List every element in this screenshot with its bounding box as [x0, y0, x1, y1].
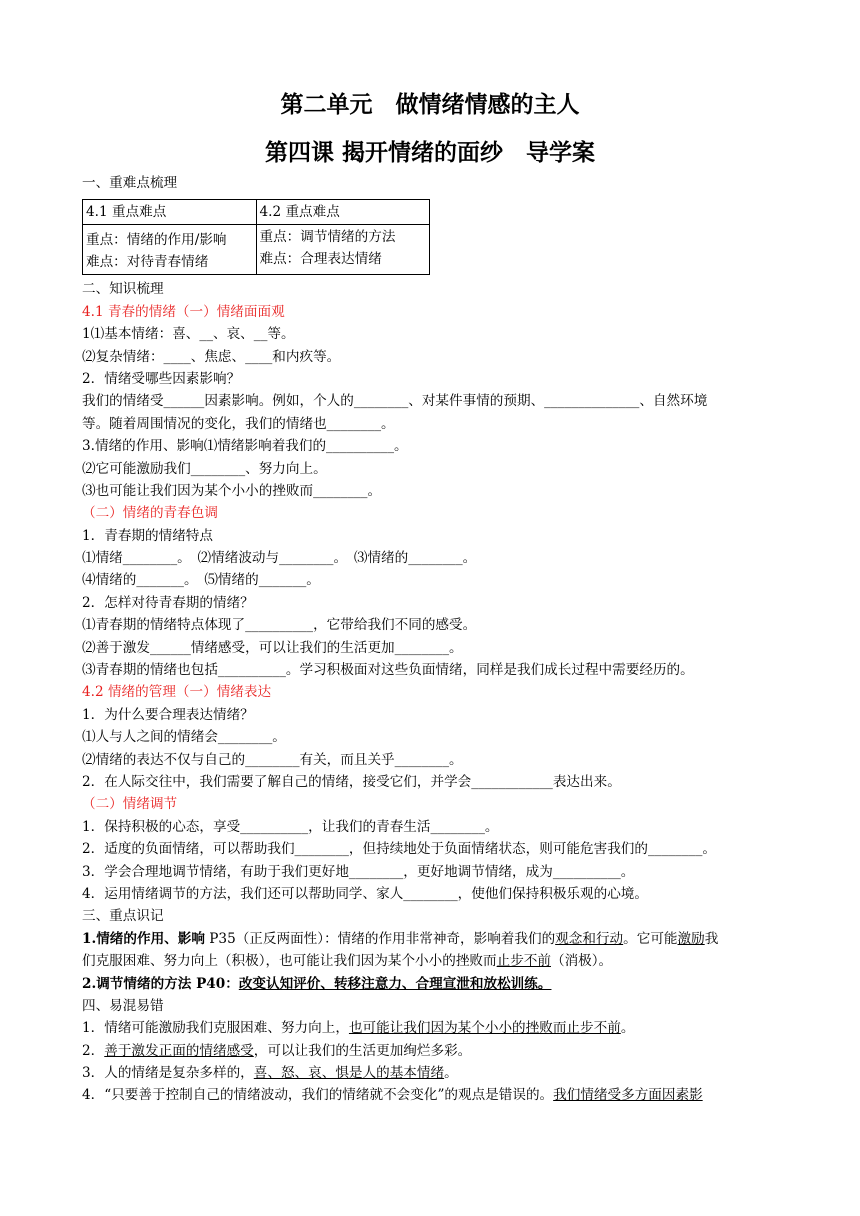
table-cell-41-line1: 重点：情绪的作用/影响	[86, 232, 227, 249]
section2-heading: 二、知识梳理	[82, 281, 164, 298]
key-memory-1-cont	[82, 950, 782, 972]
text-line: 3．学会合理地调节情绪，有助于我们更好地________，更好地调节情绪，成为__________。	[82, 863, 635, 880]
text-line: 1．为什么要合理表达情绪？	[82, 706, 254, 723]
text-line: 1．青春期的情绪特点	[82, 527, 213, 544]
error-item-2	[82, 1040, 782, 1062]
text-line: ⑶也可能让我们因为某个小小的挫败而________。	[82, 482, 382, 499]
underlined-text: 激励	[677, 930, 705, 947]
text-line: 3.情绪的作用、影响⑴情绪影响着我们的__________。	[82, 438, 408, 455]
table-header-41: 4.1 重点难点	[83, 200, 257, 225]
section4-heading: 四、易混易错	[82, 997, 164, 1014]
table-header-42: 4.2 重点难点	[256, 200, 430, 225]
underlined-text: 改变认知评价、转移注意力、合理宣泄和放松训练。	[238, 975, 552, 992]
text-line: 4．运用情绪调节的方法，我们还可以帮助同学、家人________，使他们保持积极乐观的心境。	[82, 885, 648, 902]
key-memory-2-title: 2.调节情绪的方法 P40：	[82, 975, 239, 992]
text-line: 2．在人际交往中，我们需要了解自己的情绪，接受它们，并学会____________表达出来。	[82, 773, 621, 790]
text-span: 。	[620, 1020, 635, 1037]
error-item-1	[82, 1017, 782, 1039]
text-line: 2．怎样对待青春期的情绪？	[82, 594, 254, 611]
key-memory-2	[82, 973, 782, 995]
unit-title: 第二单元 做情绪情感的主人	[280, 92, 580, 118]
key-memory-1	[82, 928, 782, 950]
text-line: 2．情绪受哪些因素影响？	[82, 370, 241, 387]
text-span: 。	[444, 1065, 458, 1082]
text-line: ⑵情绪的表达不仅与自己的________有关，而且关乎________。	[82, 751, 463, 768]
text-line: 等。随着周围情况的变化，我们的情绪也________。	[82, 415, 395, 432]
underlined-text: 也可能让我们因为某个小小的挫败而止步不前	[348, 1020, 621, 1037]
text-line: ⑴人与人之间的情绪会________。	[82, 729, 286, 746]
error-item-4	[82, 1084, 782, 1106]
table-cell-41	[83, 225, 257, 275]
section3-heading: 三、重点识记	[82, 908, 164, 925]
subheading-emotion-regulation: （二）情绪调节	[82, 796, 178, 813]
underlined-text: 善于激发正面的情绪感受	[104, 1042, 254, 1059]
text-span: 3．人的情绪是复杂多样的，	[82, 1065, 254, 1082]
text-line: ⑴情绪________。 ⑵情绪波动与________。 ⑶情绪的________。	[82, 550, 477, 567]
text-span: 2．	[82, 1042, 105, 1059]
text-span: ，可以让我们的生活更加绚烂多彩。	[253, 1042, 472, 1059]
underlined-text: 我们情绪受多方面因素影	[553, 1087, 703, 1104]
underlined-text: 止步不前	[496, 953, 551, 970]
table-cell-41-line2: 难点：对待青春情绪	[86, 254, 209, 271]
text-span: 我	[704, 930, 719, 947]
text-span: 们克服困难、努力向上（积极），也可能让我们因为某个小小的挫败而	[82, 953, 497, 970]
subheading-youth-colors: （二）情绪的青春色调	[82, 505, 218, 522]
text-line: ⑵它可能激励我们________、努力向上。	[82, 460, 327, 477]
text-line: 2．适度的负面情绪，可以帮助我们________，但持续地处于负面情绪状态，则可能危害我们的________。	[82, 841, 716, 858]
underlined-text: 观念和行动	[555, 930, 624, 947]
text-line: 1．保持积极的心态，享受__________，让我们的青春生活________。	[82, 818, 499, 835]
table-cell-42	[256, 225, 430, 275]
text-span: （消极）。	[550, 953, 613, 970]
section1-heading: 一、重难点梳理	[82, 175, 178, 191]
text-span: 。它可能	[623, 930, 678, 947]
subheading-4-2: 4.2 情绪的管理（一）情绪表达	[82, 684, 272, 701]
lesson-title: 第四课 揭开情绪的面纱 导学案	[264, 140, 595, 166]
text-line: 我们的情绪受______因素影响。例如，个人的________、对某件事情的预期、______________、自然环境	[82, 393, 708, 410]
underlined-text: 喜、怒、哀、惧是人的基本情绪	[253, 1065, 445, 1082]
table-cell-42-line1: 重点：调节情绪的方法	[259, 229, 396, 246]
text-line: ⑴青春期的情绪特点体现了__________，它带给我们不同的感受。	[82, 617, 477, 634]
text-span: P35（正反两面性）：情绪的作用非常神奇，影响着我们的	[204, 930, 556, 947]
text-span: 1．情绪可能激励我们克服困难、努力向上，	[82, 1020, 349, 1037]
text-line: ⑵善于激发______情绪感受，可以让我们的生活更加________。	[82, 639, 463, 656]
worksheet-content	[82, 172, 782, 1107]
error-item-3	[82, 1062, 782, 1084]
text-span: 4．“只要善于控制自己的情绪波动，我们的情绪就不会变化”的观点是错误的。	[82, 1087, 554, 1104]
key-memory-1-title: 1.情绪的作用、影响	[82, 930, 205, 947]
text-line: ⑶青春期的情绪也包括__________。学习积极面对这些负面情绪，同样是我们成长过程中需要经历的。	[82, 662, 694, 679]
subheading-4-1: 4.1 青春的情绪（一）情绪面面观	[82, 303, 285, 320]
text-line: 1⑴基本情绪：喜、__、哀、__等。	[82, 326, 295, 343]
table-cell-42-line2: 难点：合理表达情绪	[259, 251, 382, 268]
text-line: ⑷情绪的_______。 ⑸情绪的_______。	[82, 572, 320, 589]
text-line: ⑵复杂情绪：____、焦虑、____和内疚等。	[82, 348, 341, 365]
key-points-table	[82, 199, 430, 275]
